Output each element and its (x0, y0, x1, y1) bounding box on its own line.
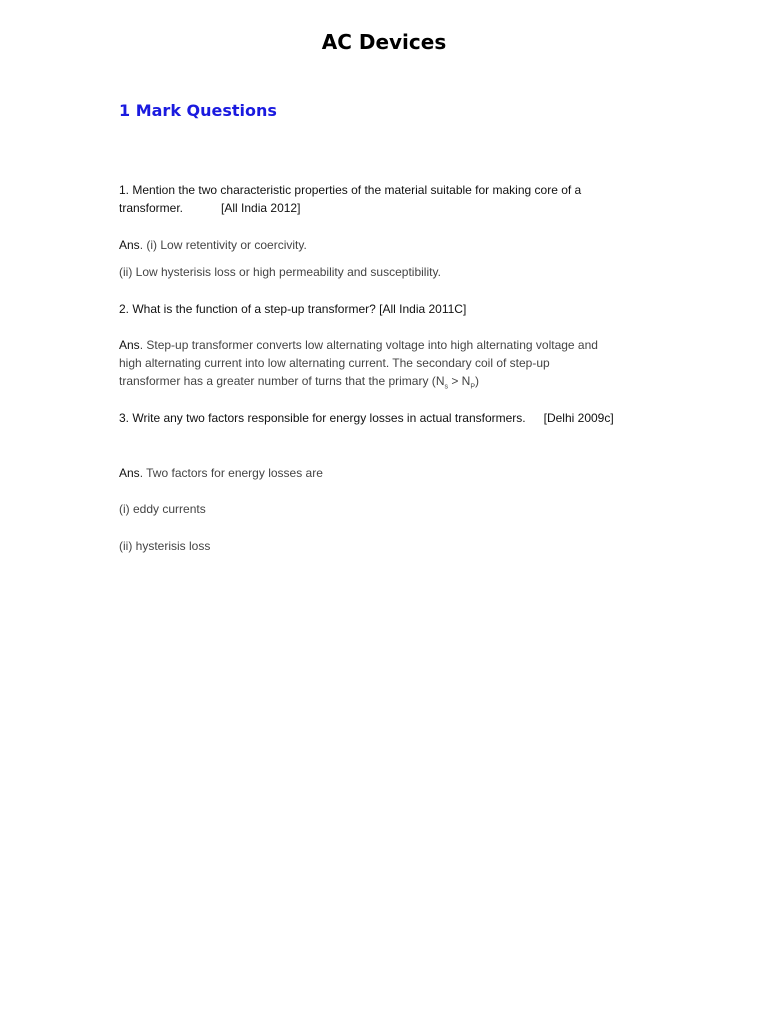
symbol-n: N (435, 374, 445, 388)
answer-2 (119, 336, 614, 390)
greater-than: > (447, 374, 462, 388)
answer-3-item-1: (i) eddy currents (119, 502, 206, 516)
answer-1-line-1 (119, 236, 614, 254)
answer-label: Ans (119, 238, 140, 252)
subscript-s: s (444, 383, 448, 391)
answer-label: Ans (119, 466, 140, 480)
question-2: 2. What is the function of a step-up transformer? [All India 2011C] (119, 302, 467, 316)
answer-1-text-1: . (i) Low retentivity or coercivity. (139, 238, 307, 252)
question-3-text: 3. Write any two factors responsible for energy losses in actual transformers. (119, 411, 526, 425)
answer-3-text: . Two factors for energy losses are (139, 466, 323, 480)
section-heading: 1 Mark Questions (119, 101, 277, 120)
answer-3-intro (119, 464, 614, 482)
answer-label: Ans (119, 338, 140, 352)
answer-3-item-2: (ii) hysterisis loss (119, 539, 211, 553)
subscript-p: P (470, 383, 476, 391)
question-1-tag: [All India 2012] (221, 201, 301, 215)
question-1-text: 1. Mention the two characteristic properties of the material suitable for making core of a transformer. (119, 183, 582, 215)
close-paren: ) (475, 374, 480, 388)
question-3 (119, 409, 614, 427)
answer-2-text: . Step-up transformer converts low alternating voltage into high alternating voltage and high alternating current into low alternating current. The secondary coil of step-up transformer has a greater number of turns that the primary ( (119, 338, 598, 388)
page-title: AC Devices (321, 30, 447, 54)
question-3-tag: [Delhi 2009c] (543, 411, 614, 425)
symbol-n: N (461, 374, 471, 388)
answer-1-line-2: (ii) Low hysterisis loss or high permeability and susceptibility. (119, 265, 441, 279)
question-1 (119, 181, 614, 217)
